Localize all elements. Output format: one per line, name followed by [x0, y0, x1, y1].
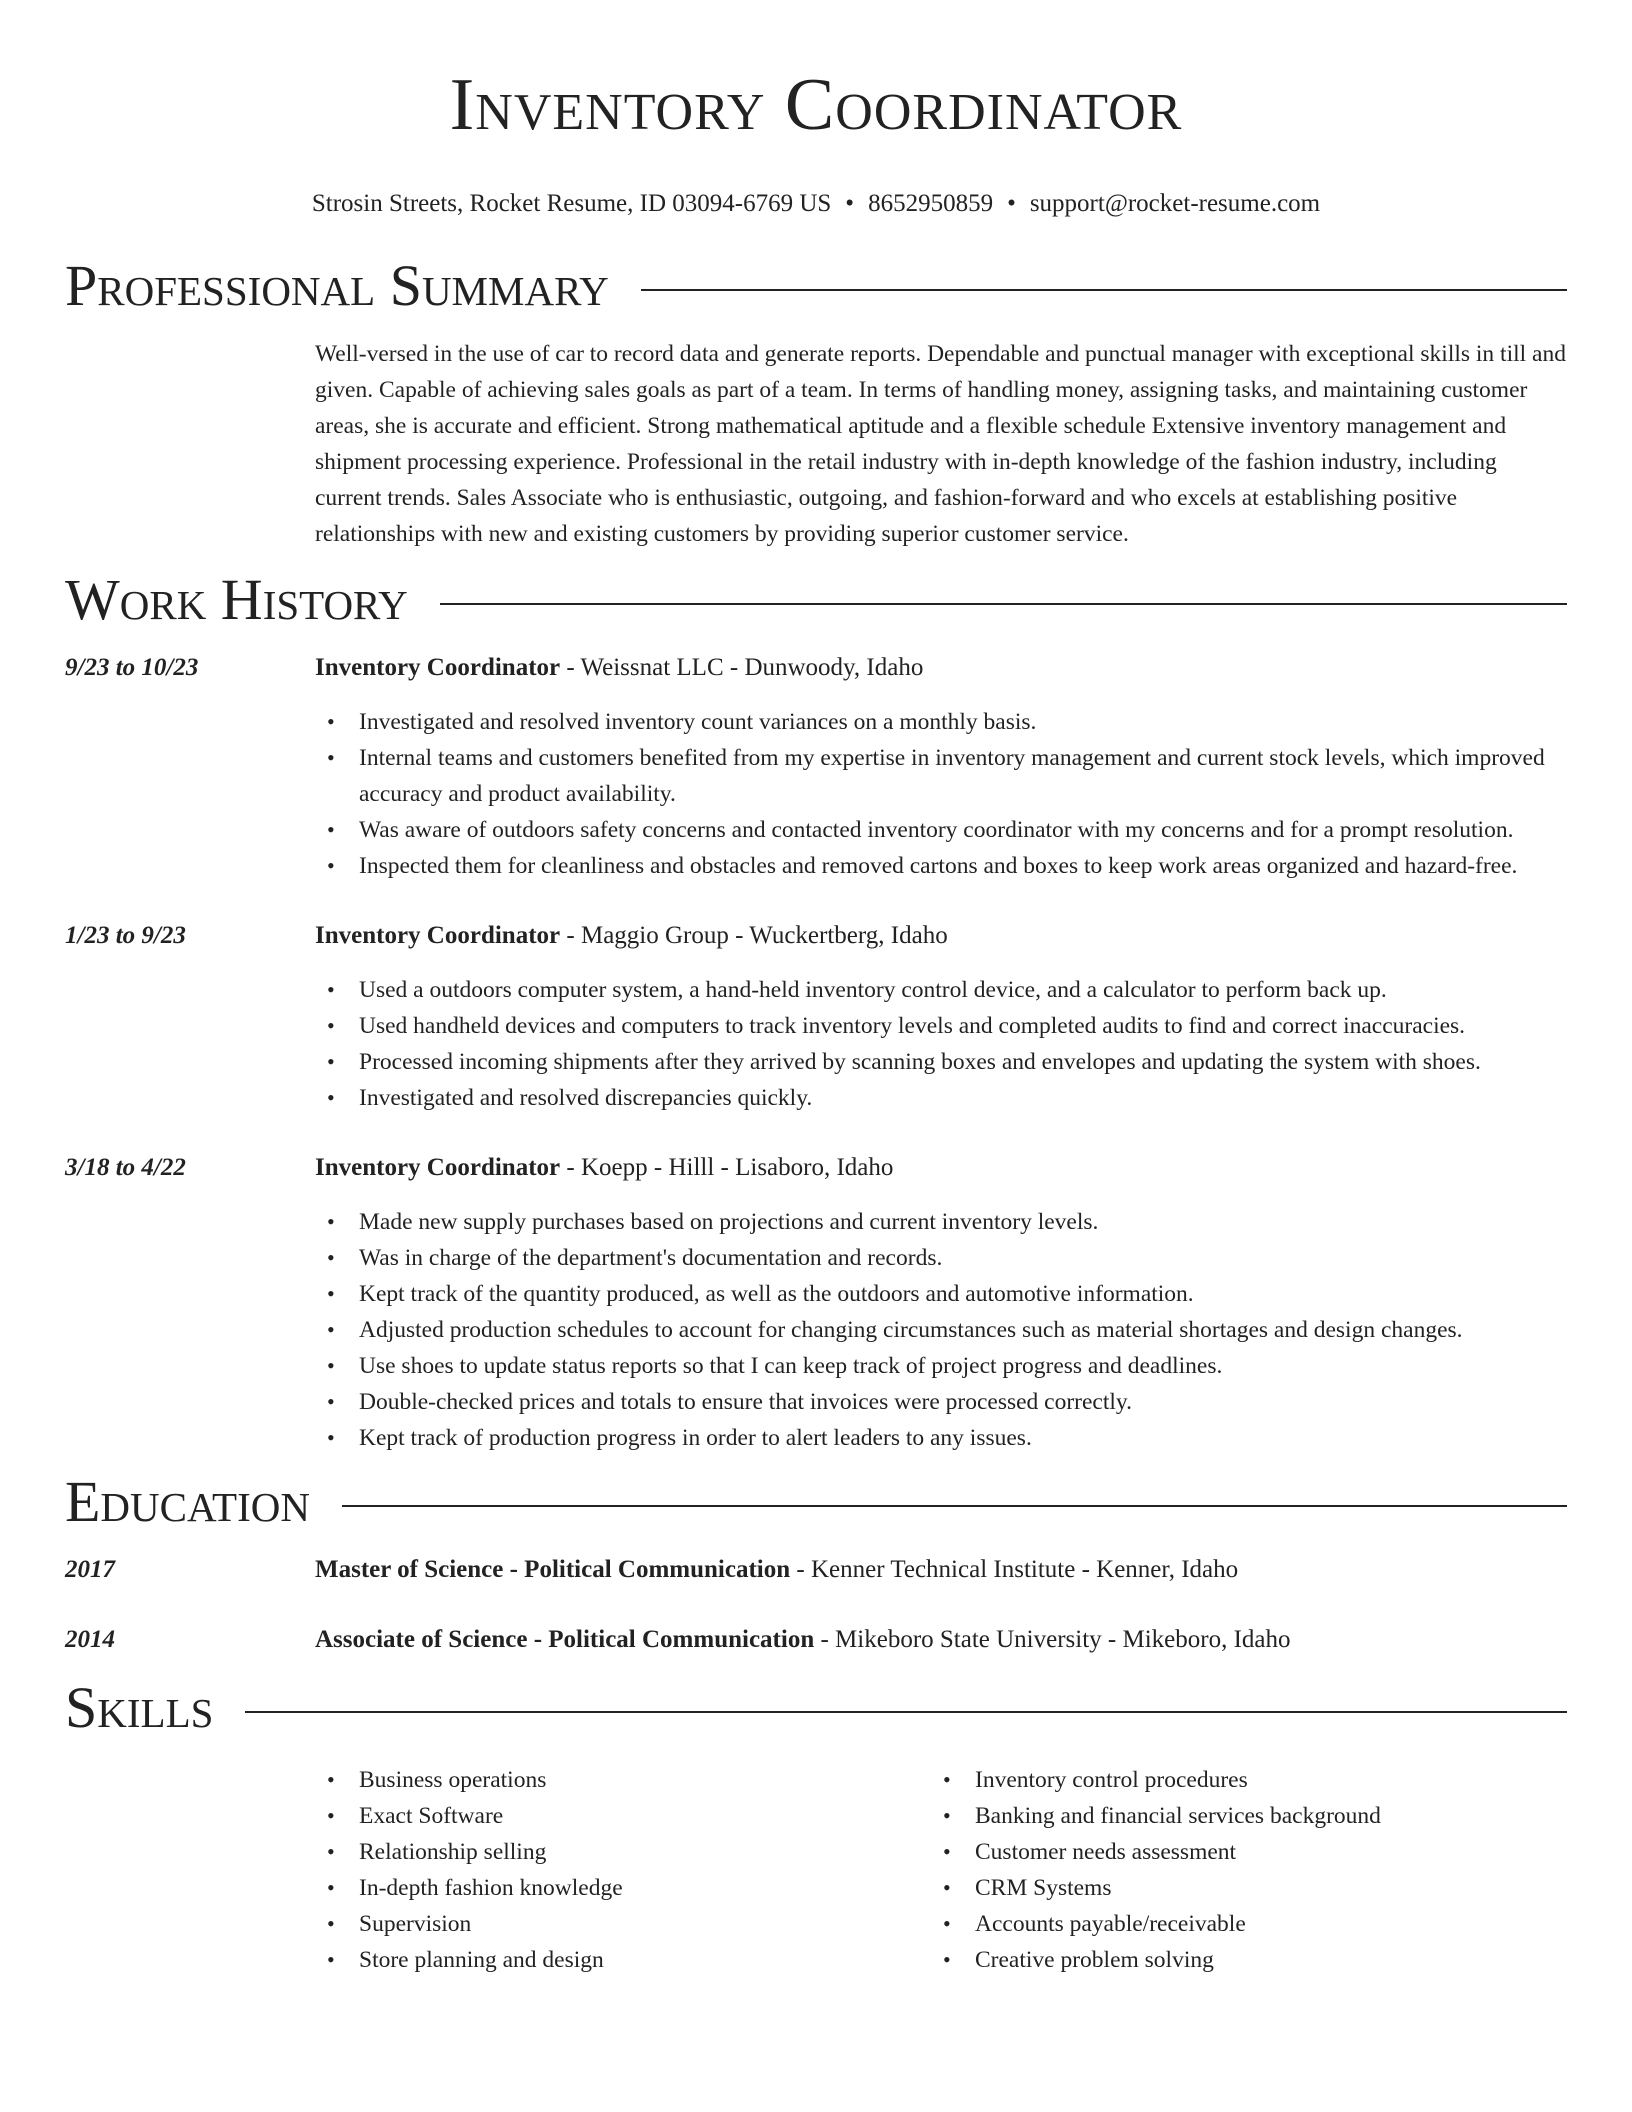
section-divider: [245, 1711, 1567, 1713]
list-item: • Banking and financial services background: [931, 1798, 1547, 1834]
list-item: • Investigated and resolved inventory count variances on a monthly basis.: [315, 704, 1567, 740]
job-title-line: [315, 918, 1567, 954]
work-section-header: [65, 568, 1567, 632]
list-item: • Exact Software: [315, 1798, 931, 1834]
job-dates: 1/23 to 9/23: [65, 922, 186, 949]
job-entry: [65, 1150, 1567, 1456]
list-item: • Accounts payable/receivable: [931, 1906, 1547, 1942]
list-item: • Store planning and design: [315, 1942, 931, 1978]
job-entry: [65, 650, 1567, 884]
list-item: • Was aware of outdoors safety concerns and contacted inventory coordinator with my concerns and for a prompt resolution.: [315, 812, 1567, 848]
list-item: • Double-checked prices and totals to ensure that invoices were processed correctly.: [315, 1384, 1567, 1420]
education-title-line: [315, 1552, 1567, 1588]
address-text: Strosin Streets, Rocket Resume, ID 03094-6769 US: [311, 190, 832, 217]
job-role: Inventory Coordinator: [315, 922, 561, 949]
list-item: • Creative problem solving: [931, 1942, 1547, 1978]
summary-text: Well-versed in the use of car to record data and generate reports. Dependable and punctual manager with exceptional skills in till and given. Capable of achieving sales goals as part of a team. In terms of handling money, assigning tasks, and maintaining customer areas, she is accurate and efficient. Strong mathematical aptitude and a flexible schedule Extensive inventory management and shipment processing experience. Professional in the retail industry with in-depth knowledge of the fashion industry, including current trends. Sales Associate who is enthusiastic, outgoing, and fashion-forward and who excels at establishing positive relationships with new and existing customers by providing superior customer service.: [315, 341, 1566, 547]
list-item: • Internal teams and customers benefited from my expertise in inventory management and current stock levels, which improved accuracy and product availability.: [315, 740, 1567, 812]
school-details: - Mikeboro State University - Mikeboro, Idaho: [814, 1626, 1291, 1653]
list-item: • Kept track of the quantity produced, as well as the outdoors and automotive information.: [315, 1276, 1567, 1312]
list-item: • Customer needs assessment: [931, 1834, 1547, 1870]
phone-text: 8652950859: [868, 190, 994, 217]
section-title: Skills: [65, 1675, 214, 1740]
summary-section-header: [65, 254, 1567, 318]
job-details: - Koepp - Hilll - Lisaboro, Idaho: [560, 1154, 894, 1181]
list-item: • Made new supply purchases based on projections and current inventory levels.: [315, 1204, 1567, 1240]
page-title: Inventory Coordinator: [449, 64, 1183, 146]
education-title-line: [315, 1622, 1567, 1658]
education-entry: [65, 1552, 1567, 1588]
education-year: 2014: [65, 1626, 115, 1653]
separator-dot: •: [845, 190, 855, 217]
job-details: - Maggio Group - Wuckertberg, Idaho: [560, 922, 948, 949]
email-link[interactable]: support@rocket-resume.com: [1029, 190, 1321, 217]
job-role: Inventory Coordinator: [315, 654, 561, 681]
contact-line: [65, 188, 1567, 220]
job-dates: 9/23 to 10/23: [65, 654, 199, 681]
job-bullets: [315, 972, 1567, 1116]
education-year: 2017: [65, 1556, 115, 1583]
skills-column-left: [315, 1762, 931, 1978]
list-item: • Processed incoming shipments after they arrived by scanning boxes and envelopes and updating the system with shoes.: [315, 1044, 1567, 1080]
separator-dot: •: [1007, 190, 1016, 217]
list-item: • In-depth fashion knowledge: [315, 1870, 931, 1906]
section-divider: [641, 289, 1567, 291]
school-details: - Kenner Technical Institute - Kenner, Idaho: [790, 1556, 1239, 1583]
degree-name: Master of Science - Political Communication: [315, 1556, 791, 1583]
list-item: • Adjusted production schedules to account for changing circumstances such as material shortages and design changes.: [315, 1312, 1567, 1348]
section-divider: [440, 603, 1567, 605]
skills-column-right: [931, 1762, 1547, 1978]
job-entry: [65, 918, 1567, 1116]
list-item: • CRM Systems: [931, 1870, 1547, 1906]
degree-name: Associate of Science - Political Communication: [315, 1626, 815, 1653]
job-title-line: [315, 650, 1567, 686]
job-title-line: [315, 1150, 1567, 1186]
job-dates: 3/18 to 4/22: [65, 1154, 186, 1181]
section-title: Education: [65, 1469, 310, 1534]
job-role: Inventory Coordinator: [315, 1154, 561, 1181]
section-title: Professional Summary: [65, 253, 609, 318]
job-bullets: [315, 1204, 1567, 1456]
list-item: • Was in charge of the department's documentation and records.: [315, 1240, 1567, 1276]
list-item: • Inventory control procedures: [931, 1762, 1547, 1798]
list-item: • Kept track of production progress in order to alert leaders to any issues.: [315, 1420, 1567, 1456]
job-details: - Weissnat LLC - Dunwoody, Idaho: [560, 654, 924, 681]
list-item: • Investigated and resolved discrepancies quickly.: [315, 1080, 1567, 1116]
section-divider: [342, 1505, 1567, 1507]
list-item: • Business operations: [315, 1762, 931, 1798]
list-item: • Inspected them for cleanliness and obstacles and removed cartons and boxes to keep work areas organized and hazard-free.: [315, 848, 1567, 884]
education-entry: [65, 1622, 1567, 1658]
job-bullets: [315, 704, 1567, 884]
list-item: • Use shoes to update status reports so that I can keep track of project progress and deadlines.: [315, 1348, 1567, 1384]
list-item: • Used handheld devices and computers to track inventory levels and completed audits to find and correct inaccuracies.: [315, 1008, 1567, 1044]
skills-list: [315, 1762, 1567, 1978]
section-title: Work History: [65, 567, 408, 632]
list-item: • Used a outdoors computer system, a hand-held inventory control device, and a calculator to perform back up.: [315, 972, 1567, 1008]
list-item: • Supervision: [315, 1906, 931, 1942]
list-item: • Relationship selling: [315, 1834, 931, 1870]
skills-section-header: [65, 1676, 1567, 1740]
education-section-header: [65, 1470, 1567, 1534]
